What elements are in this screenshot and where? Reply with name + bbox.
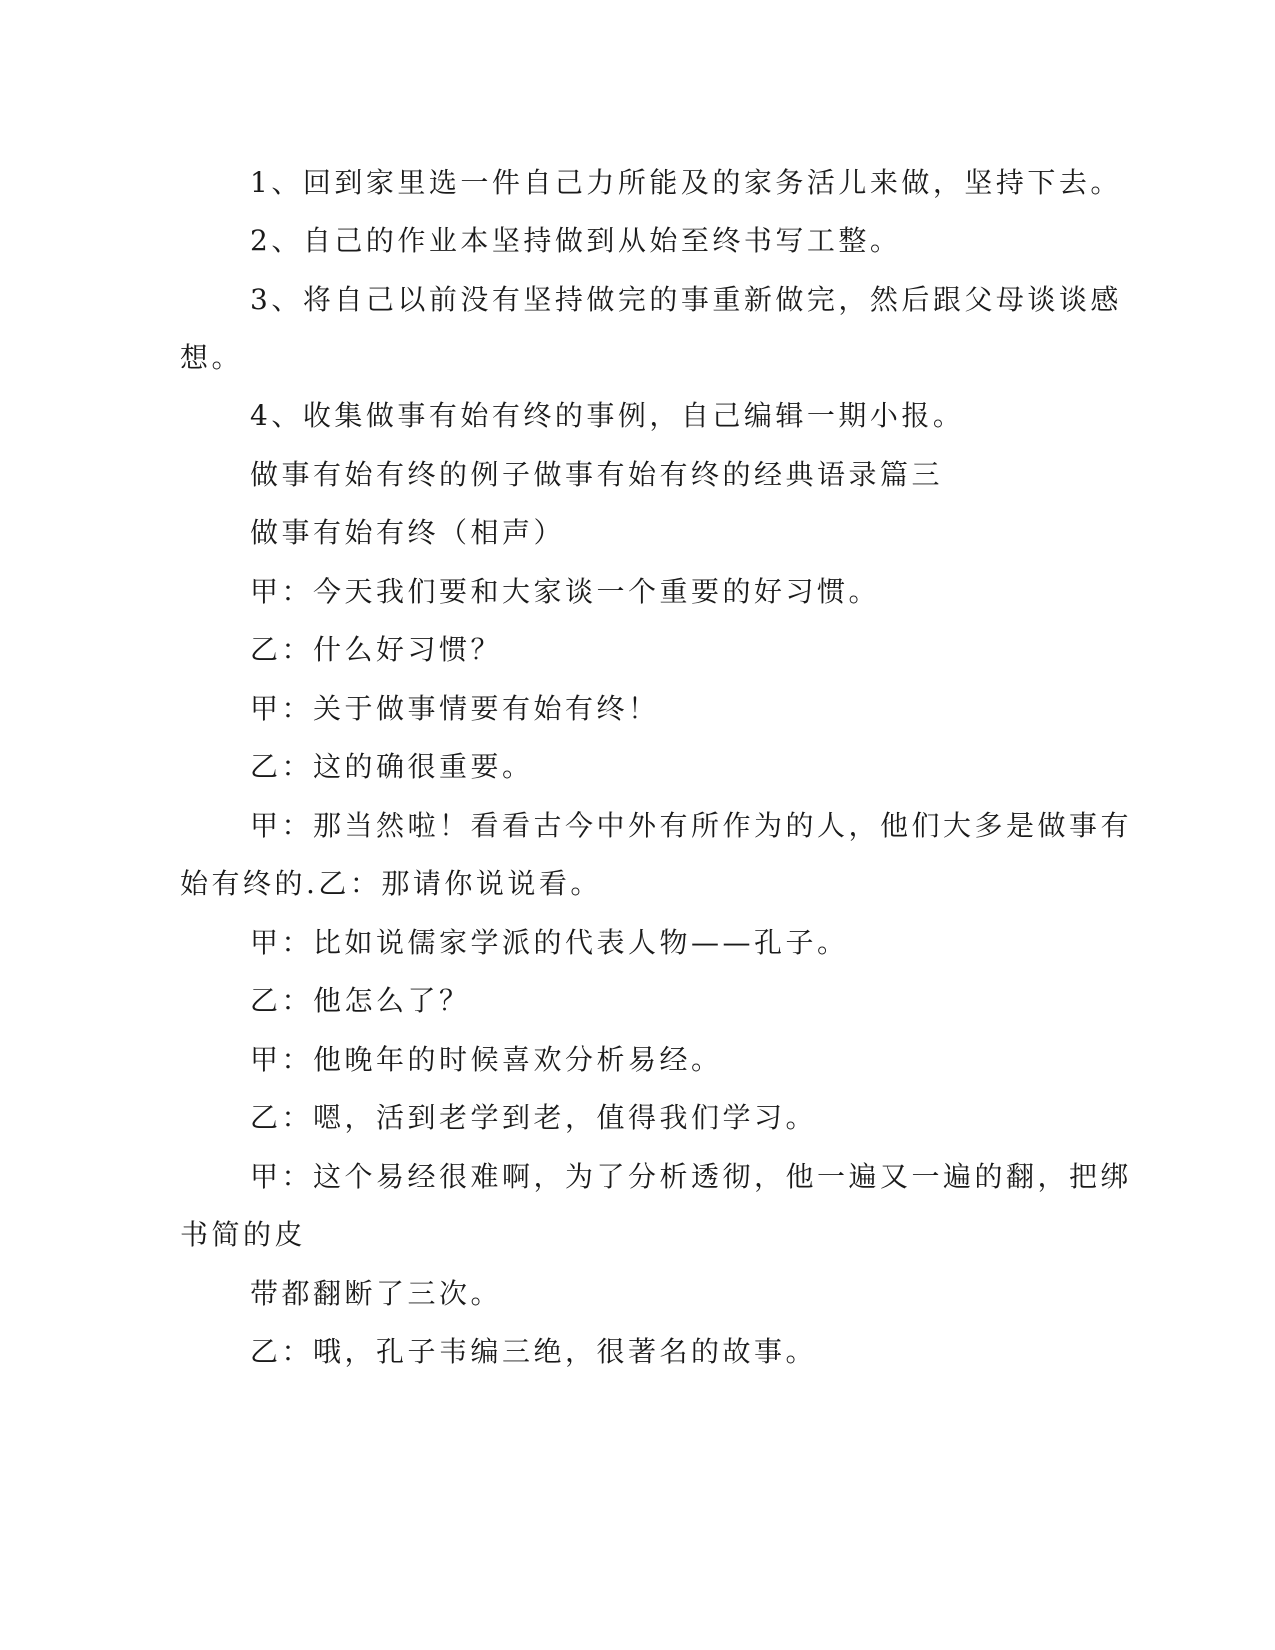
dialogue-line-4: 乙：这的确很重要。 <box>250 750 534 783</box>
dialogue-line-8: 甲：他晚年的时候喜欢分析易经。 <box>250 1043 723 1076</box>
paragraph-2-line-1: 2、自己的作业本坚持做到从始至终书写工整。 <box>250 224 902 257</box>
dialogue-line-9: 乙：嗯，活到老学到老，值得我们学习。 <box>250 1101 818 1134</box>
paragraph-3-line-2: 想。 <box>180 341 244 374</box>
dialogue-line-1: 甲：今天我们要和大家谈一个重要的好习惯。 <box>250 575 881 608</box>
dialogue-line-12: 乙：哦，孔子韦编三绝，很著名的故事。 <box>250 1335 818 1368</box>
dialogue-line-10: 甲：这个易经很难啊，为了分析透彻，他一遍又一遍的翻，把绑 <box>250 1160 1133 1193</box>
dialogue-line-5-cont: 始有终的.乙：那请你说说看。 <box>180 867 602 900</box>
paragraph-4-line-1: 4、收集做事有始有终的事例，自己编辑一期小报。 <box>250 399 965 432</box>
dialogue-line-11: 带都翻断了三次。 <box>250 1277 503 1310</box>
dialogue-line-2: 乙：什么好习惯？ <box>250 633 503 666</box>
dialogue-line-5: 甲：那当然啦！看看古今中外有所作为的人，他们大多是做事有 <box>250 809 1133 842</box>
section-heading: 做事有始有终的例子做事有始有终的经典语录篇三 <box>250 458 944 491</box>
dialogue-line-7: 乙：他怎么了？ <box>250 984 471 1017</box>
paragraph-3-line-1: 3、将自己以前没有坚持做完的事重新做完，然后跟父母谈谈感 <box>250 283 1122 316</box>
dialogue-line-10-cont: 书简的皮 <box>180 1218 307 1251</box>
piece-title: 做事有始有终（相声） <box>250 516 566 549</box>
paragraph-1-line-1: 1、回到家里选一件自己力所能及的家务活儿来做，坚持下去。 <box>250 166 1122 199</box>
dialogue-line-3: 甲：关于做事情要有始有终！ <box>250 692 660 725</box>
dialogue-line-6: 甲：比如说儒家学派的代表人物——孔子。 <box>250 926 849 959</box>
